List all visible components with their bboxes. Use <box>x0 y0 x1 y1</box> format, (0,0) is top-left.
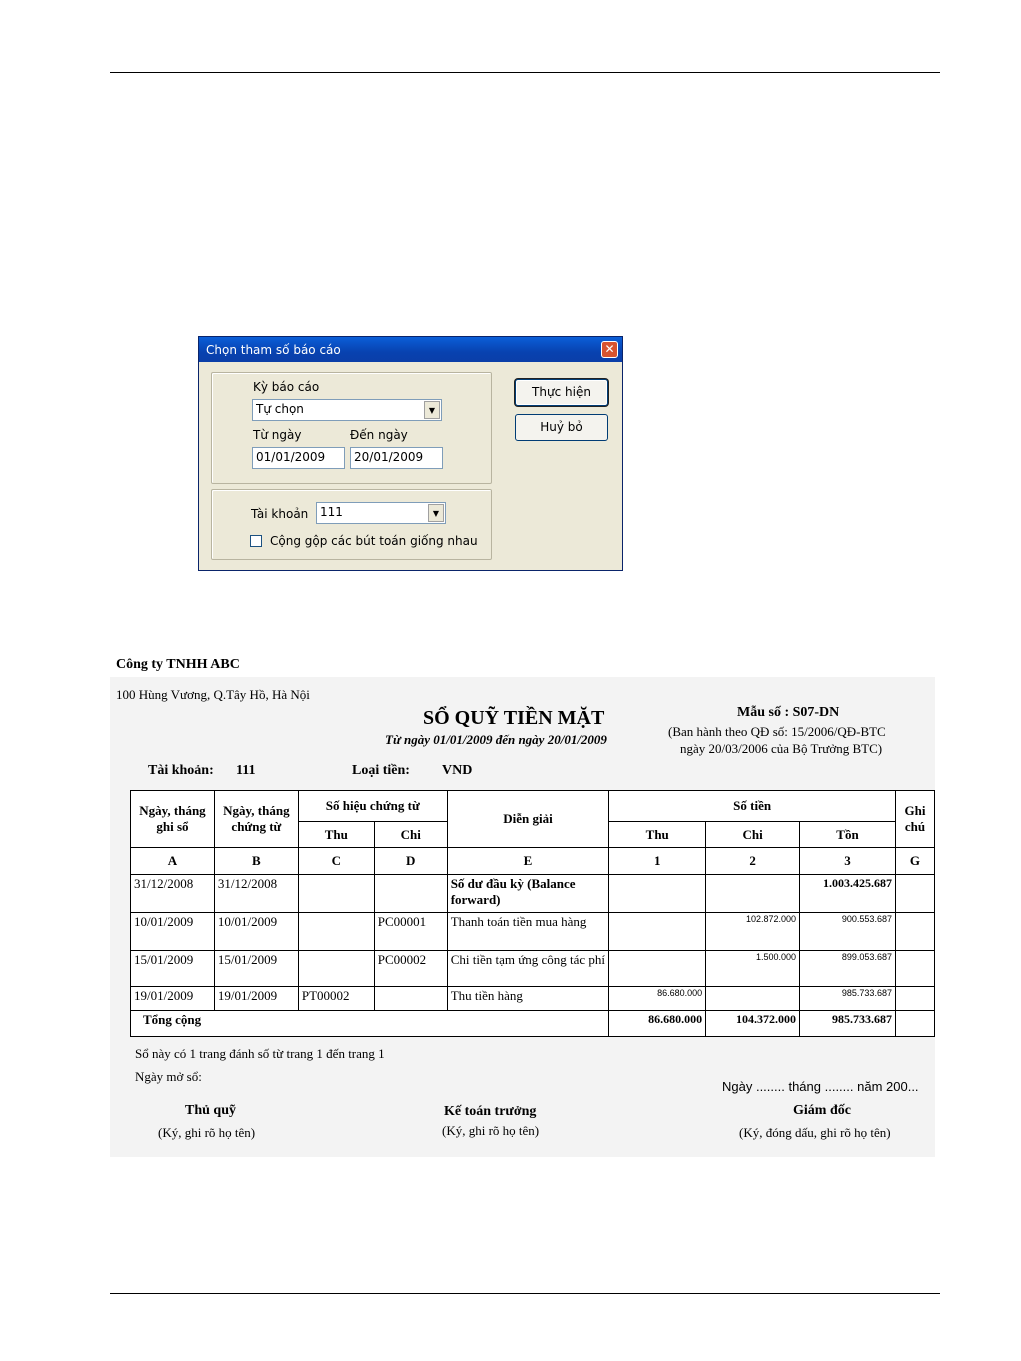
company-name: Công ty TNHH ABC <box>116 657 240 672</box>
doc-date-cell: 31/12/2008 <box>214 875 298 913</box>
post-date-cell: 15/01/2009 <box>131 951 215 987</box>
code-cell: A <box>131 848 215 875</box>
from-date-input[interactable]: 01/01/2009 <box>252 447 345 469</box>
description-cell: Thu tiền hàng <box>447 987 609 1011</box>
total-note <box>895 1011 934 1037</box>
close-icon[interactable]: ✕ <box>601 341 618 358</box>
account-group <box>211 489 492 560</box>
doc-in-cell: PT00002 <box>298 987 374 1011</box>
report-parameters-dialog <box>198 336 623 571</box>
dialog-title: Chọn tham số báo cáo <box>206 343 341 357</box>
doc-date-cell: 19/01/2009 <box>214 987 298 1011</box>
post-date-cell: 19/01/2009 <box>131 987 215 1011</box>
amount-out-cell: 102.872.000 <box>706 913 800 951</box>
to-date-label: Đến ngày <box>350 428 408 442</box>
cash-book-report <box>110 647 940 1157</box>
total-balance: 985.733.687 <box>800 1011 896 1037</box>
total-in: 86.680.000 <box>609 1011 706 1037</box>
issued-note-1: (Ban hành theo QĐ số: 15/2006/QĐ-BTC <box>668 724 886 739</box>
table-row <box>131 987 935 1011</box>
note-cell <box>895 913 934 951</box>
issued-note-2: ngày 20/03/2006 của Bộ Trưởng BTC) <box>680 741 883 756</box>
account-value: 111 <box>236 763 256 778</box>
code-cell: 2 <box>706 848 800 875</box>
note-cell <box>895 987 934 1011</box>
code-cell: 1 <box>609 848 706 875</box>
chevron-down-icon[interactable]: ▼ <box>424 401 440 419</box>
amount-in-cell: 86.680.000 <box>609 987 706 1011</box>
header-amount-out: Chi <box>706 822 800 848</box>
footer-date-line: Ngày ........ tháng ........ năm 200... <box>722 1079 919 1094</box>
header-amount-in: Thu <box>609 822 706 848</box>
header-doc-date: Ngày, tháng chứng từ <box>214 791 298 848</box>
header-amount: Số tiền <box>609 791 896 822</box>
amount-in-cell <box>609 951 706 987</box>
doc-in-cell <box>298 875 374 913</box>
doc-out-cell: PC00002 <box>374 951 447 987</box>
amount-in-cell <box>609 875 706 913</box>
table-row <box>131 951 935 987</box>
currency-value: VND <box>442 763 473 778</box>
code-cell: 3 <box>800 848 896 875</box>
doc-date-cell: 10/01/2009 <box>214 913 298 951</box>
footer-open-date: Ngày mở sổ: <box>135 1069 202 1084</box>
cashier-signature-title: Thủ quỹ <box>185 1103 236 1118</box>
table-row <box>131 875 935 913</box>
footer-pages: Sổ này có 1 trang đánh số từ trang 1 đến trang 1 <box>135 1046 385 1061</box>
cashier-signature-note: (Ký, ghi rõ họ tên) <box>158 1125 256 1140</box>
amount-in-cell <box>609 913 706 951</box>
dialog-titlebar[interactable] <box>199 337 622 362</box>
chevron-down-icon[interactable]: ▼ <box>428 504 444 522</box>
from-date-label: Từ ngày <box>253 428 302 442</box>
execute-button[interactable]: Thực hiện <box>515 379 608 406</box>
note-cell <box>895 951 934 987</box>
ledger-table <box>130 790 935 1037</box>
form-number: Mẫu số : S07-DN <box>737 705 840 720</box>
period-label: Kỳ báo cáo <box>253 380 320 394</box>
post-date-cell: 10/01/2009 <box>131 913 215 951</box>
code-cell: D <box>374 848 447 875</box>
doc-date-cell: 15/01/2009 <box>214 951 298 987</box>
amount-out-cell: 1.500.000 <box>706 951 800 987</box>
account-select-value: 111 <box>320 505 343 519</box>
accountant-signature-note: (Ký, ghi rõ họ tên) <box>442 1123 540 1138</box>
director-signature-note: (Ký, đóng dấu, ghi rõ họ tên) <box>739 1125 891 1140</box>
period-select-value: Tự chọn <box>256 402 304 416</box>
company-address: 100 Hùng Vương, Q.Tây Hồ, Hà Nội <box>116 687 310 702</box>
account-select[interactable] <box>316 502 446 524</box>
description-cell: Chi tiền tạm ứng công tác phí <box>447 951 609 987</box>
code-cell: G <box>895 848 934 875</box>
balance-cell: 900.553.687 <box>800 913 896 951</box>
account-label: Tài khoản: <box>148 763 214 778</box>
currency-label: Loại tiền: <box>352 763 410 778</box>
director-signature-title: Giám đốc <box>793 1103 851 1118</box>
merge-entries-label: Cộng gộp các bút toán giống nhau <box>270 534 478 548</box>
note-cell <box>895 875 934 913</box>
top-rule <box>110 72 940 73</box>
doc-out-cell <box>374 875 447 913</box>
doc-in-cell <box>298 951 374 987</box>
amount-out-cell <box>706 875 800 913</box>
merge-entries-checkbox[interactable] <box>250 535 262 547</box>
header-note: Ghi chú <box>895 791 934 848</box>
bottom-rule <box>110 1293 940 1294</box>
header-doc-in: Thu <box>298 822 374 848</box>
table-row <box>131 913 935 951</box>
header-doc-out: Chi <box>374 822 447 848</box>
balance-cell: 899.053.687 <box>800 951 896 987</box>
period-select[interactable] <box>252 399 442 421</box>
code-cell: E <box>447 848 609 875</box>
to-date-input[interactable]: 20/01/2009 <box>350 447 443 469</box>
total-out: 104.372.000 <box>706 1011 800 1037</box>
code-cell: C <box>298 848 374 875</box>
report-title: SỔ QUỸ TIỀN MẶT <box>423 707 605 729</box>
doc-in-cell <box>298 913 374 951</box>
total-row <box>131 1011 935 1037</box>
total-label: Tổng cộng <box>131 1011 609 1037</box>
code-cell: B <box>214 848 298 875</box>
header-doc-number: Số hiệu chứng từ <box>298 791 447 822</box>
header-balance: Tồn <box>800 822 896 848</box>
header-description: Diễn giải <box>447 791 609 848</box>
doc-out-cell <box>374 987 447 1011</box>
amount-out-cell <box>706 987 800 1011</box>
description-cell: Số dư đầu kỳ (Balance forward) <box>447 875 609 913</box>
header-post-date: Ngày, tháng ghi sổ <box>131 791 215 848</box>
description-cell: Thanh toán tiền mua hàng <box>447 913 609 951</box>
accountant-signature-title: Kế toán trưởng <box>444 1104 537 1119</box>
account-label: Tài khoản <box>251 507 309 521</box>
post-date-cell: 31/12/2008 <box>131 875 215 913</box>
balance-cell: 1.003.425.687 <box>800 875 896 913</box>
cancel-button[interactable]: Huỷ bỏ <box>515 414 608 441</box>
report-date-range: Từ ngày 01/01/2009 đến ngày 20/01/2009 <box>385 732 607 747</box>
balance-cell: 985.733.687 <box>800 987 896 1011</box>
doc-out-cell: PC00001 <box>374 913 447 951</box>
